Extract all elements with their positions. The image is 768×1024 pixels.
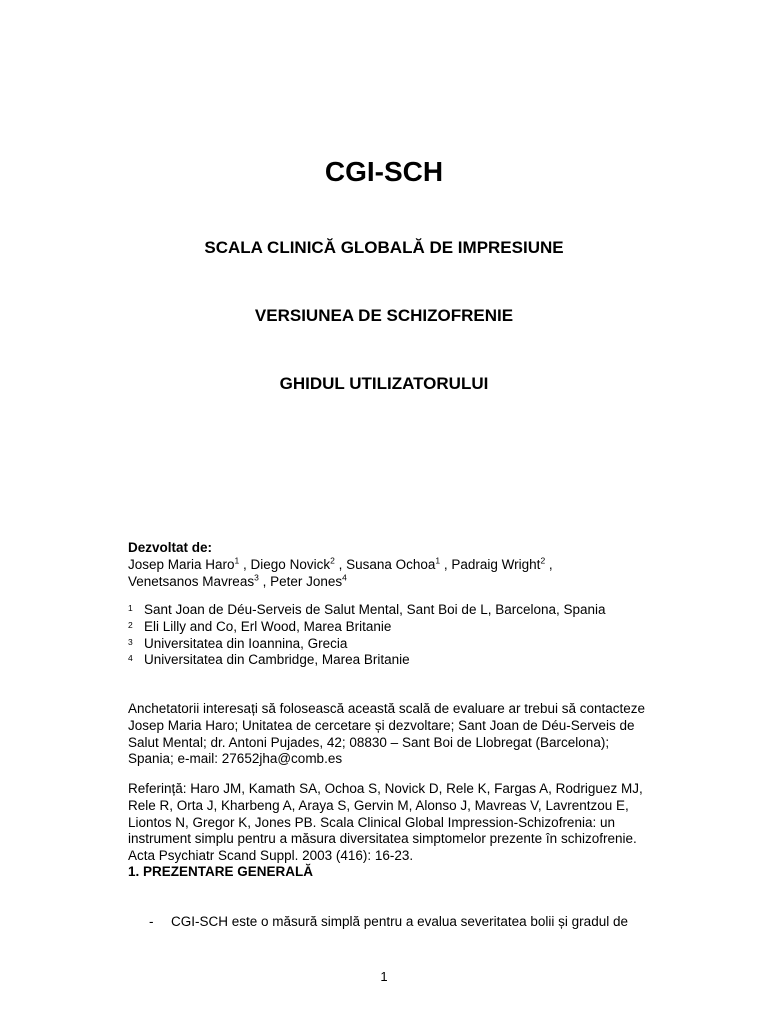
- contact-paragraph: Anchetatorii interesați să folosească această scală de evaluare ar trebui să contacteze Josep Maria Haro; Unitatea de cercetare și dezvoltare; Sant Joan de Déu-Serveis de Salut Mental; dr. Antoni Pujades, 42; 08830 – Sant Boi de Llobregat (Barcelona); Spania; e-mail: 27652jha@comb.es: [128, 701, 646, 767]
- author-name: Susana Ochoa: [346, 556, 436, 572]
- affiliation-item: [128, 619, 648, 636]
- affiliation-item: [128, 636, 648, 653]
- author-affil-sup: 2: [540, 555, 546, 566]
- affiliation-text: Universitatea din Ioannina, Grecia: [144, 635, 348, 651]
- page-number: 1: [380, 969, 388, 984]
- subtitle-user-guide: GHIDUL UTILIZATORULUI: [279, 374, 489, 393]
- subtitle-version: VERSIUNEA DE SCHIZOFRENIE: [254, 306, 514, 325]
- author-name: Josep Maria Haro: [128, 556, 235, 572]
- author-name: Diego Novick: [250, 556, 331, 572]
- author-separator: ,: [258, 573, 271, 589]
- author-name: Padraig Wright: [451, 556, 541, 572]
- author-separator: ,: [239, 556, 251, 572]
- affiliation-number: 3: [128, 636, 133, 647]
- author-separator: ,: [545, 556, 553, 572]
- affiliation-text: Universitatea din Cambridge, Marea Britanie: [144, 652, 410, 668]
- author-affil-sup: 1: [435, 555, 441, 566]
- affiliation-item: [128, 602, 648, 619]
- affiliation-number: 2: [128, 619, 133, 630]
- bullet-dash: -: [149, 914, 154, 929]
- affiliations-list: [128, 602, 648, 669]
- affiliation-text: Sant Joan de Déu-Serveis de Salut Mental, Sant Boi de L, Barcelona, Spania: [144, 602, 606, 617]
- bullet-text: CGI-SCH este o măsură simplă pentru a evalua severitatea bolii și gradul de: [171, 914, 628, 929]
- author-separator: ,: [440, 556, 452, 572]
- author-separator: ,: [334, 556, 347, 572]
- affiliation-number: 1: [128, 603, 133, 613]
- affiliation-item: [128, 652, 648, 669]
- author-list: [128, 557, 648, 591]
- subtitle-scale-name: SCALA CLINICĂ GLOBALĂ DE IMPRESIUNE: [204, 238, 564, 257]
- authors-block: [128, 540, 648, 590]
- author-affil-sup: 2: [330, 555, 335, 566]
- author-affil-sup: 4: [342, 572, 347, 583]
- bullet-item: [149, 913, 669, 930]
- affiliation-text: Eli Lilly and Co, Erl Wood, Marea Britanie: [144, 618, 392, 634]
- author-affil-sup: 3: [254, 572, 259, 583]
- reference-paragraph: Referință: Haro JM, Kamath SA, Ochoa S, Novick D, Rele K, Fargas A, Rodriguez MJ, Rele R, Orta J, Kharbeng A, Araya S, Gervin M, Alonso J, Mavreas V, Lavrentzou E, Liontos N, Gregor K, Jones PB. Scala Clinical Global Impression-Schizofrenia: un instrument simplu pentru a măsura diversitatea simptomelor prezente în schizofrenie. Acta Psychiatr Scand Suppl. 2003 (416): 16-23.: [128, 781, 643, 864]
- developed-by-label: Dezvoltat de:: [128, 540, 213, 555]
- section-heading-overview: 1. PREZENTARE GENERALĂ: [128, 864, 314, 879]
- affiliation-number: 4: [128, 653, 133, 664]
- document-title: CGI-SCH: [324, 156, 444, 187]
- author-name: Peter Jones: [270, 573, 343, 589]
- author-affil-sup: 1: [234, 555, 240, 566]
- author-name: Venetsanos Mavreas: [128, 573, 255, 589]
